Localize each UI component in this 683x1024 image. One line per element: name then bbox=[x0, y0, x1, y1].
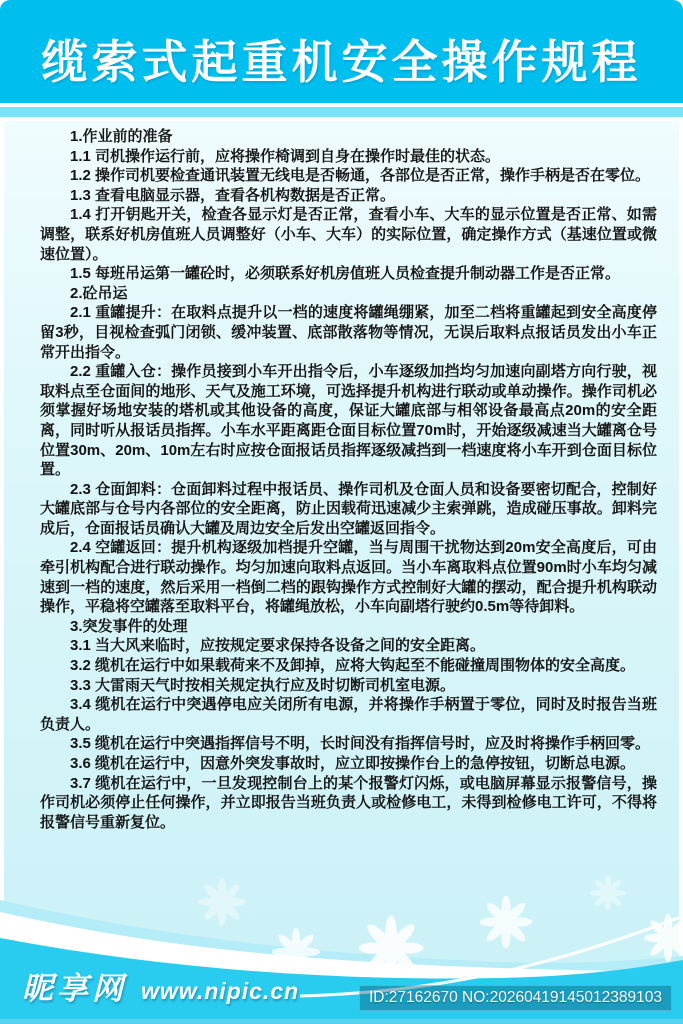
paragraph: 3.7 缆机在运行中，一旦发现控制台上的某个报警灯闪烁，或电脑屏幕显示报警信号，操作司机必须停止任何操作，并立即报告当班负责人或检修电工，未得到检修电工许可，不得将报警信号重新复位。 bbox=[40, 774, 657, 831]
paragraph: 1.1 司机操作运行前，应将操作椅调到自身在操作时最佳的状态。 bbox=[70, 147, 501, 165]
flower-icon bbox=[590, 875, 626, 911]
paragraph: 1.3 查看电脑显示器，查看各机构数据是否正常。 bbox=[70, 186, 396, 204]
paragraph: 2.1 重罐提升：在取料点提升以一档的速度将罐绳绷紧，加至二档将重罐起到安全高度停留3秒，目视检查弧门闭锁、缓冲装置、底部散落物等情况，无误后取料点报话员发出小车正常开出指令。 bbox=[40, 304, 657, 361]
watermark-id-badge: ID:27162670 NO:20260419145012389103 bbox=[359, 985, 672, 1011]
paragraph: 1.2 操作司机要检查通讯装置无线电是否畅通，各部位是否正常，操作手柄是否在零位。 bbox=[70, 167, 651, 185]
flower-icon bbox=[480, 896, 533, 949]
site-name: 昵享网 bbox=[22, 971, 127, 1006]
paragraph: 2.2 重罐入仓：操作员接到小车开出指令后，小车逐级加挡均匀加速向副塔方向行驶，视取料点至仓面间的地形、天气及施工环境，可选择提升机构进行联动或单动操作。操作司机必须掌握好场地安装的塔机或其他设备的高度，保证大罐底部与相邻设备最高点20m的安全距离，同时听从报话员指挥。小车水平距离距仓面目标位置70m时，开始逐级减速当大罐离仓号位置30m、20m、10m左右时应按仓面报话员指挥逐级减挡到一档速度将小车开到仓面目标位置。 bbox=[40, 363, 657, 479]
paragraph: 3.5 缆机在运行中突遇指挥信号不明，长时间没有指挥信号时，应及时将操作手柄回零。 bbox=[70, 735, 651, 753]
paragraph: 1.5 每班吊运第一罐砼时，必须联系好机房值班人员检查提升制动器工作是否正常。 bbox=[70, 265, 621, 283]
site-url: www.nipic.cn bbox=[141, 978, 300, 1004]
paragraph: 3.3 大雷雨天气时按相关规定执行应及时切断司机室电源。 bbox=[70, 676, 456, 694]
site-watermark bbox=[22, 963, 299, 1008]
paragraph: 1.作业前的准备 bbox=[70, 128, 173, 145]
bottom-edge-strip bbox=[0, 1019, 683, 1024]
header-accent-stripe bbox=[0, 107, 683, 117]
paragraph: 3.6 缆机在运行中，因意外突发事故时，应立即按操作台上的急停按钮，切断总电源。 bbox=[70, 755, 636, 772]
flower-icon bbox=[644, 914, 683, 962]
paragraph: 3.突发事件的处理 bbox=[70, 617, 188, 635]
procedure-text bbox=[40, 121, 657, 832]
flower-icon bbox=[198, 878, 246, 926]
paragraph: 2.砼吊运 bbox=[70, 284, 128, 302]
paragraph: 1.4 打开钥匙开关，检查各显示灯是否正常，查看小车、大车的显示位置是否正常、如需调整，联系好机房值班人员调整好（小车、大车）的实际位置，确定操作方式（基速位置或微速位置）。 bbox=[40, 206, 657, 263]
paragraph: 3.4 缆机在运行中突遇停电应关闭所有电源，并将操作手柄置于零位，同时及时报告当班负责人。 bbox=[40, 696, 657, 733]
title-band bbox=[0, 0, 683, 103]
paragraph: 3.2 缆机在运行中如果载荷来不及卸掉，应将大钩起至不能碰撞周围物体的安全高度。 bbox=[70, 657, 636, 675]
paragraph: 2.3 仓面卸料：仓面卸料过程中报话员、操作司机及仓面人员和设备要密切配合，控制好大罐底部与仓号内各部位的安全距离，防止因载荷迅速减少主索弹跳，造成碰压事故。卸料完成后，仓面报话员确认大罐及周边安全后发出空罐返回指令。 bbox=[40, 480, 657, 537]
paragraph: 3.1 当大风来临时，应按规定要求保持各设备之间的安全距离。 bbox=[70, 637, 486, 655]
page-title: 缆索式起重机安全操作规程 bbox=[41, 35, 642, 88]
paragraph: 2.4 空罐返回：提升机构逐级加档提升空罐，当与周围干扰物达到20m安全高度后，可由牵引机构配合进行联动操作。均匀加速向取料点返回。当小车离取料点位置90m时小车均匀减速到一档的速度，然后采用一档倒二档的跟钩操作方式控制好大罐的摆动，配合提升机构联动操作，平稳将空罐落至取料平台，将罐绳放松，小车向副塔行驶约0.5m等待卸料。 bbox=[40, 539, 657, 616]
